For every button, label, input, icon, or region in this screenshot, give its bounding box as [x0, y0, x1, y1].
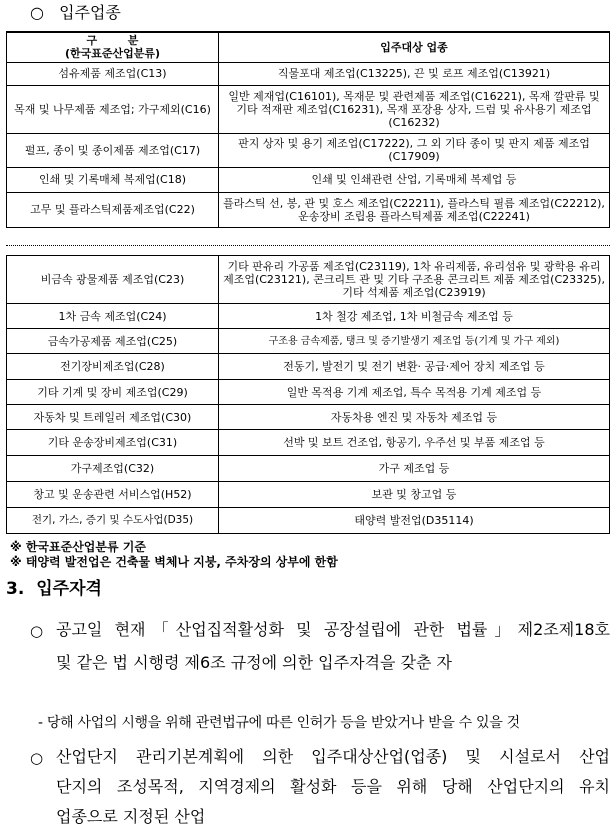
table-row — [7, 133, 610, 167]
note-standard: ※ 한국표준산업분류 기준 — [10, 540, 146, 554]
table-row — [7, 430, 610, 456]
row-category: 고무 및 플라스틱제품제조업(C22) — [7, 192, 219, 227]
row-category: 펄프, 종이 및 종이제품 제조업(C17) — [7, 133, 219, 167]
table-row — [7, 167, 610, 192]
table-row — [7, 482, 610, 508]
section-name: 입주자격 — [36, 579, 102, 599]
row-detail: 자동차용 엔진 및 자동차 제조업 등 — [219, 405, 610, 430]
row-category: 전기장비제조업(C28) — [7, 354, 219, 380]
heading-bullet: ○ — [30, 3, 44, 22]
row-detail: 가구 제조업 등 — [219, 456, 610, 482]
table-row — [7, 405, 610, 430]
table-row — [7, 329, 610, 354]
section-number: 3. — [6, 579, 25, 599]
bullet-icon: ○ — [30, 622, 44, 640]
header-detail: 입주대상 업종 — [219, 32, 610, 62]
row-detail: 1차 철강 제조업, 1차 비철금속 제조업 등 — [219, 304, 610, 329]
row-detail: 직물포대 제조업(C13225), 끈 및 로프 제조업(C13921) — [219, 62, 610, 85]
row-detail: 플라스틱 선, 봉, 관 및 호스 제조업(C22211), 플라스틱 필름 제조업(C22212), 운송장비 조립용 플라스틱제품 제조업(C22241) — [219, 192, 610, 227]
row-detail: 전동기, 발전기 및 전기 변환· 공급·제어 장치 제조업 등 — [219, 354, 610, 380]
industry-table-bottom — [6, 255, 610, 534]
table-row — [7, 85, 610, 133]
bullet-text-2: 산업단지 관리기본계획에 의한 입주대상산업(업종) 및 시설로서 산업 — [56, 747, 610, 766]
note-solar: ※ 태양력 발전업은 건축물 벽체나 지붕, 주차장의 상부에 한함 — [10, 555, 338, 569]
bullet-sub-note: - 당해 사업의 시행을 위해 관련법규에 따른 인허가 등을 받았거나 받을 수 있을 것 — [38, 715, 520, 731]
page-break-divider — [6, 245, 610, 246]
bullet-text-2-cont: 단지의 조성목적, 지역경제의 활성화 등을 위해 당해 산업단지의 유치 — [56, 777, 610, 796]
row-category: 인쇄 및 기록매체 복제업(C18) — [7, 167, 219, 192]
row-category: 전기, 가스, 증기 및 수도사업(D35) — [7, 508, 219, 534]
row-category: 자동차 및 트레일러 제조업(C30) — [7, 405, 219, 430]
table-row — [7, 256, 610, 304]
row-category: 비금속 광물제품 제조업(C23) — [7, 256, 219, 304]
bullet-text-1: 공고일 현재「산업집적활성화 및 공장설립에 관한 법률」제2조제18호 — [56, 620, 610, 639]
row-category: 섬유제품 제조업(C13) — [7, 62, 219, 85]
row-category: 금속가공제품 제조업(C25) — [7, 329, 219, 354]
table-row — [7, 380, 610, 405]
row-category: 창고 및 운송관련 서비스업(H52) — [7, 482, 219, 508]
row-detail: 태양력 발전업(D35114) — [219, 508, 610, 534]
header-category: 구 분 (한국표준산업분류) — [7, 32, 219, 62]
row-detail: 구조용 금속제품, 탱크 및 증기발생기 제조업 등(기계 및 가구 제외) — [219, 329, 610, 354]
section-heading — [30, 2, 121, 24]
row-category: 기타 운송장비제조업(C31) — [7, 430, 219, 456]
row-detail: 판지 상자 및 용기 제조업(C17222), 그 외 기타 종이 및 판지 제품 제조업(C17909) — [219, 133, 610, 167]
table-row — [7, 354, 610, 380]
row-detail: 일반 제재업(C16101), 목재문 및 관련제품 제조업(C16221), 목재 깔판류 및 기타 적재판 제조업(C16231), 목재 포장용 상자, 드럼 및 유사용기 제조업(C16232) — [219, 85, 610, 133]
row-category: 1차 금속 제조업(C24) — [7, 304, 219, 329]
section-title — [6, 577, 102, 601]
row-category: 가구제조업(C32) — [7, 456, 219, 482]
bullet-text-2-cont2: 업종으로 지정된 산업 — [56, 807, 206, 826]
row-category: 기타 기계 및 장비 제조업(C29) — [7, 380, 219, 405]
row-detail: 일반 목적용 기계 제조업, 특수 목적용 기계 제조업 등 — [219, 380, 610, 405]
table-row — [7, 62, 610, 85]
row-detail: 인쇄 및 인쇄관련 산업, 기록매체 복제업 등 — [219, 167, 610, 192]
heading-title: 입주업종 — [59, 3, 121, 22]
industry-table-top — [6, 31, 610, 228]
row-category: 목재 및 나무제품 제조업; 가구제외(C16) — [7, 85, 219, 133]
table-row — [7, 508, 610, 534]
row-detail: 보관 및 창고업 등 — [219, 482, 610, 508]
row-detail: 기타 판유리 가공품 제조업(C23119), 1차 유리제품, 유리섬유 및 광학용 유리 제조업(C23121), 콘크리트 관 및 기타 구조용 콘크리트 제품 제조업(C23325), 기타 석제품 제조업(C23919) — [219, 256, 610, 304]
bullet-text-1-cont: 및 같은 법 시행령 제6조 규정에 의한 입주자격을 갖춘 자 — [56, 653, 452, 672]
table-row — [7, 192, 610, 227]
table-header-row — [7, 32, 610, 62]
table-row — [7, 456, 610, 482]
table-row — [7, 304, 610, 329]
bullet-icon: ○ — [30, 749, 44, 767]
row-detail: 선박 및 보트 건조업, 항공기, 우주선 및 부품 제조업 등 — [219, 430, 610, 456]
